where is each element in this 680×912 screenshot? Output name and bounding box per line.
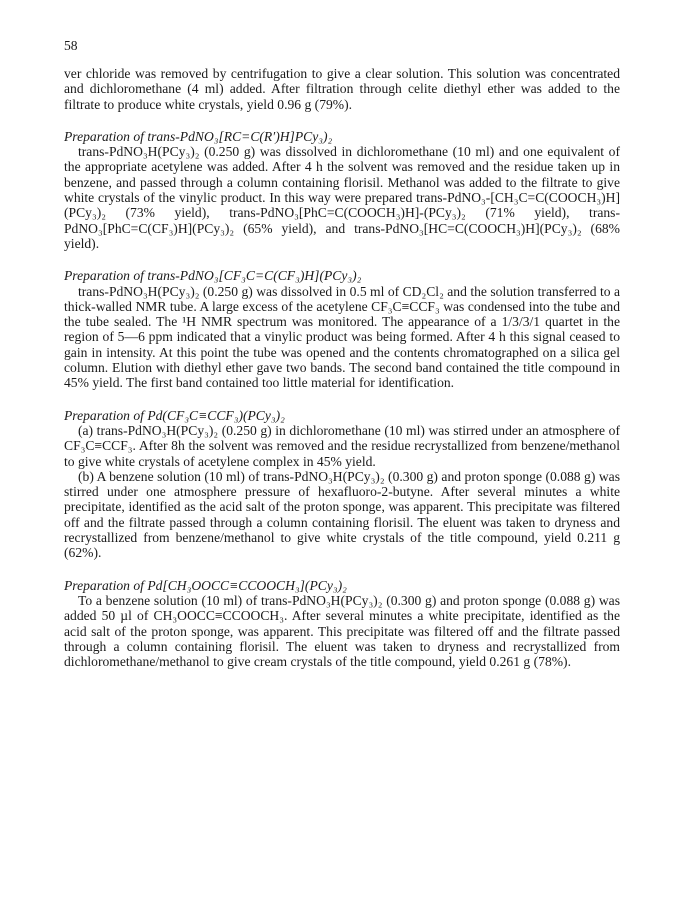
section-pd-ester-acetylene: [64, 578, 620, 670]
page-number: 58: [64, 38, 78, 53]
section-paragraph: trans-PdNO₃H(PCy₃)₂ (0.250 g) was dissolved in 0.5 ml of CD₂Cl₂ and the solution transferred to a thick-walled NMR tube. A large excess of the acetylene CF₃C≡CCF₃ was condensed into the tube and the tube sealed. The ¹H NMR spectrum was monitored. The appearance of a 1/3/3/1 quartet in the region of 5—6 ppm indicated that a vinylic product was being formed. After 4 h this signal ceased to gain in intensity. At this point the tube was opened and the contents chromatographed on a silica gel column. Elution with diethyl ether gave two bands. The second band contained the title compound in 45% yield. The first band contained too little material for identification.: [64, 283, 620, 391]
section-heading: Preparation of trans-PdNO₃[CF₃C=C(CF₃)H](PCy₃)₂: [64, 268, 362, 284]
section-paragraph: trans-PdNO₃H(PCy₃)₂ (0.250 g) was dissolved in dichloromethane (10 ml) and one equivalent of the appropriate acetylene was added. After 4 h the solvent was removed and the residue taken up in benzene, and passed through a column containing florisil. Methanol was added to the filtrate to give white crystals of the vinylic product. In this way were prepared trans-PdNO₃-[CH₃C=C(COOCH₃)H](PCy₃)₂ (73% yield), trans-PdNO₃[PhC=C(COOCH₃)H]-(PCy₃)₂ (71% yield), trans-PdNO₃[PhC=C(CF₃)H](PCy₃)₂ (65% yield), and trans-PdNO₃[HC=C(COOCH₃)H](PCy₃)₂ (68% yield).: [64, 144, 620, 251]
section-paragraph: (b) A benzene solution (10 ml) of trans-PdNO₃H(PCy₃)₂ (0.300 g) and proton sponge (0.088 g) was stirred under one atmosphere pressure of hexafluoro-2-butyne. After several minutes a white precipitate, identified as the acid salt of the proton sponge, was apparent. This precipitate was filtered off and the filtrate passed through a column containing florisil. The eluent was taken to dryness and recrystallized from benzene/methanol to give white crystals of the title compound, yield 0.211 g (62%).: [64, 468, 620, 561]
section-heading: Preparation of Pd[CH₃OOCC≡CCOOCH₃](PCy₃)₂: [64, 577, 347, 593]
section-paragraph: To a benzene solution (10 ml) of trans-PdNO₃H(PCy₃)₂ (0.300 g) and proton sponge (0.088 g) was added 50 µl of CH₃OOCC≡CCOOCH₃. After several minutes a white precipitate, identified as the acid salt of the proton sponge, was apparent. This precipitate was filtered off and the filtrate passed through a column containing florisil. The eluent was taken to dryness and recrystallized from dichloromethane/methanol to give cream crystals of the title compound, yield 0.261 g (78%).: [64, 592, 620, 670]
section-heading: Preparation of Pd(CF₃C≡CCF₃)(PCy₃)₂: [64, 407, 285, 423]
section-paragraph: (a) trans-PdNO₃H(PCy₃)₂ (0.250 g) in dichloromethane (10 ml) was stirred under an atmosphere of CF₃C≡CCF₃. After 8h the solvent was removed and the residue recrystallized from benzene/methanol to give white crystals of acetylene complex in 45% yield.: [64, 422, 620, 469]
section-vinylic-products: [64, 129, 620, 251]
intro-paragraph: ver chloride was removed by centrifugation to give a clear solution. This solution was concentrated and dichloromethane (4 ml) added. After filtration through celite diethyl ether was added to the filtrate to produce white crystals, yield 0.96 g (79%).: [64, 66, 620, 112]
section-pd-cf3-acetylene: [64, 408, 620, 561]
section-heading: Preparation of trans-PdNO₃[RC=C(R′)H]PCy₃)₂: [64, 128, 333, 144]
section-cf3-vinylic: [64, 268, 620, 390]
